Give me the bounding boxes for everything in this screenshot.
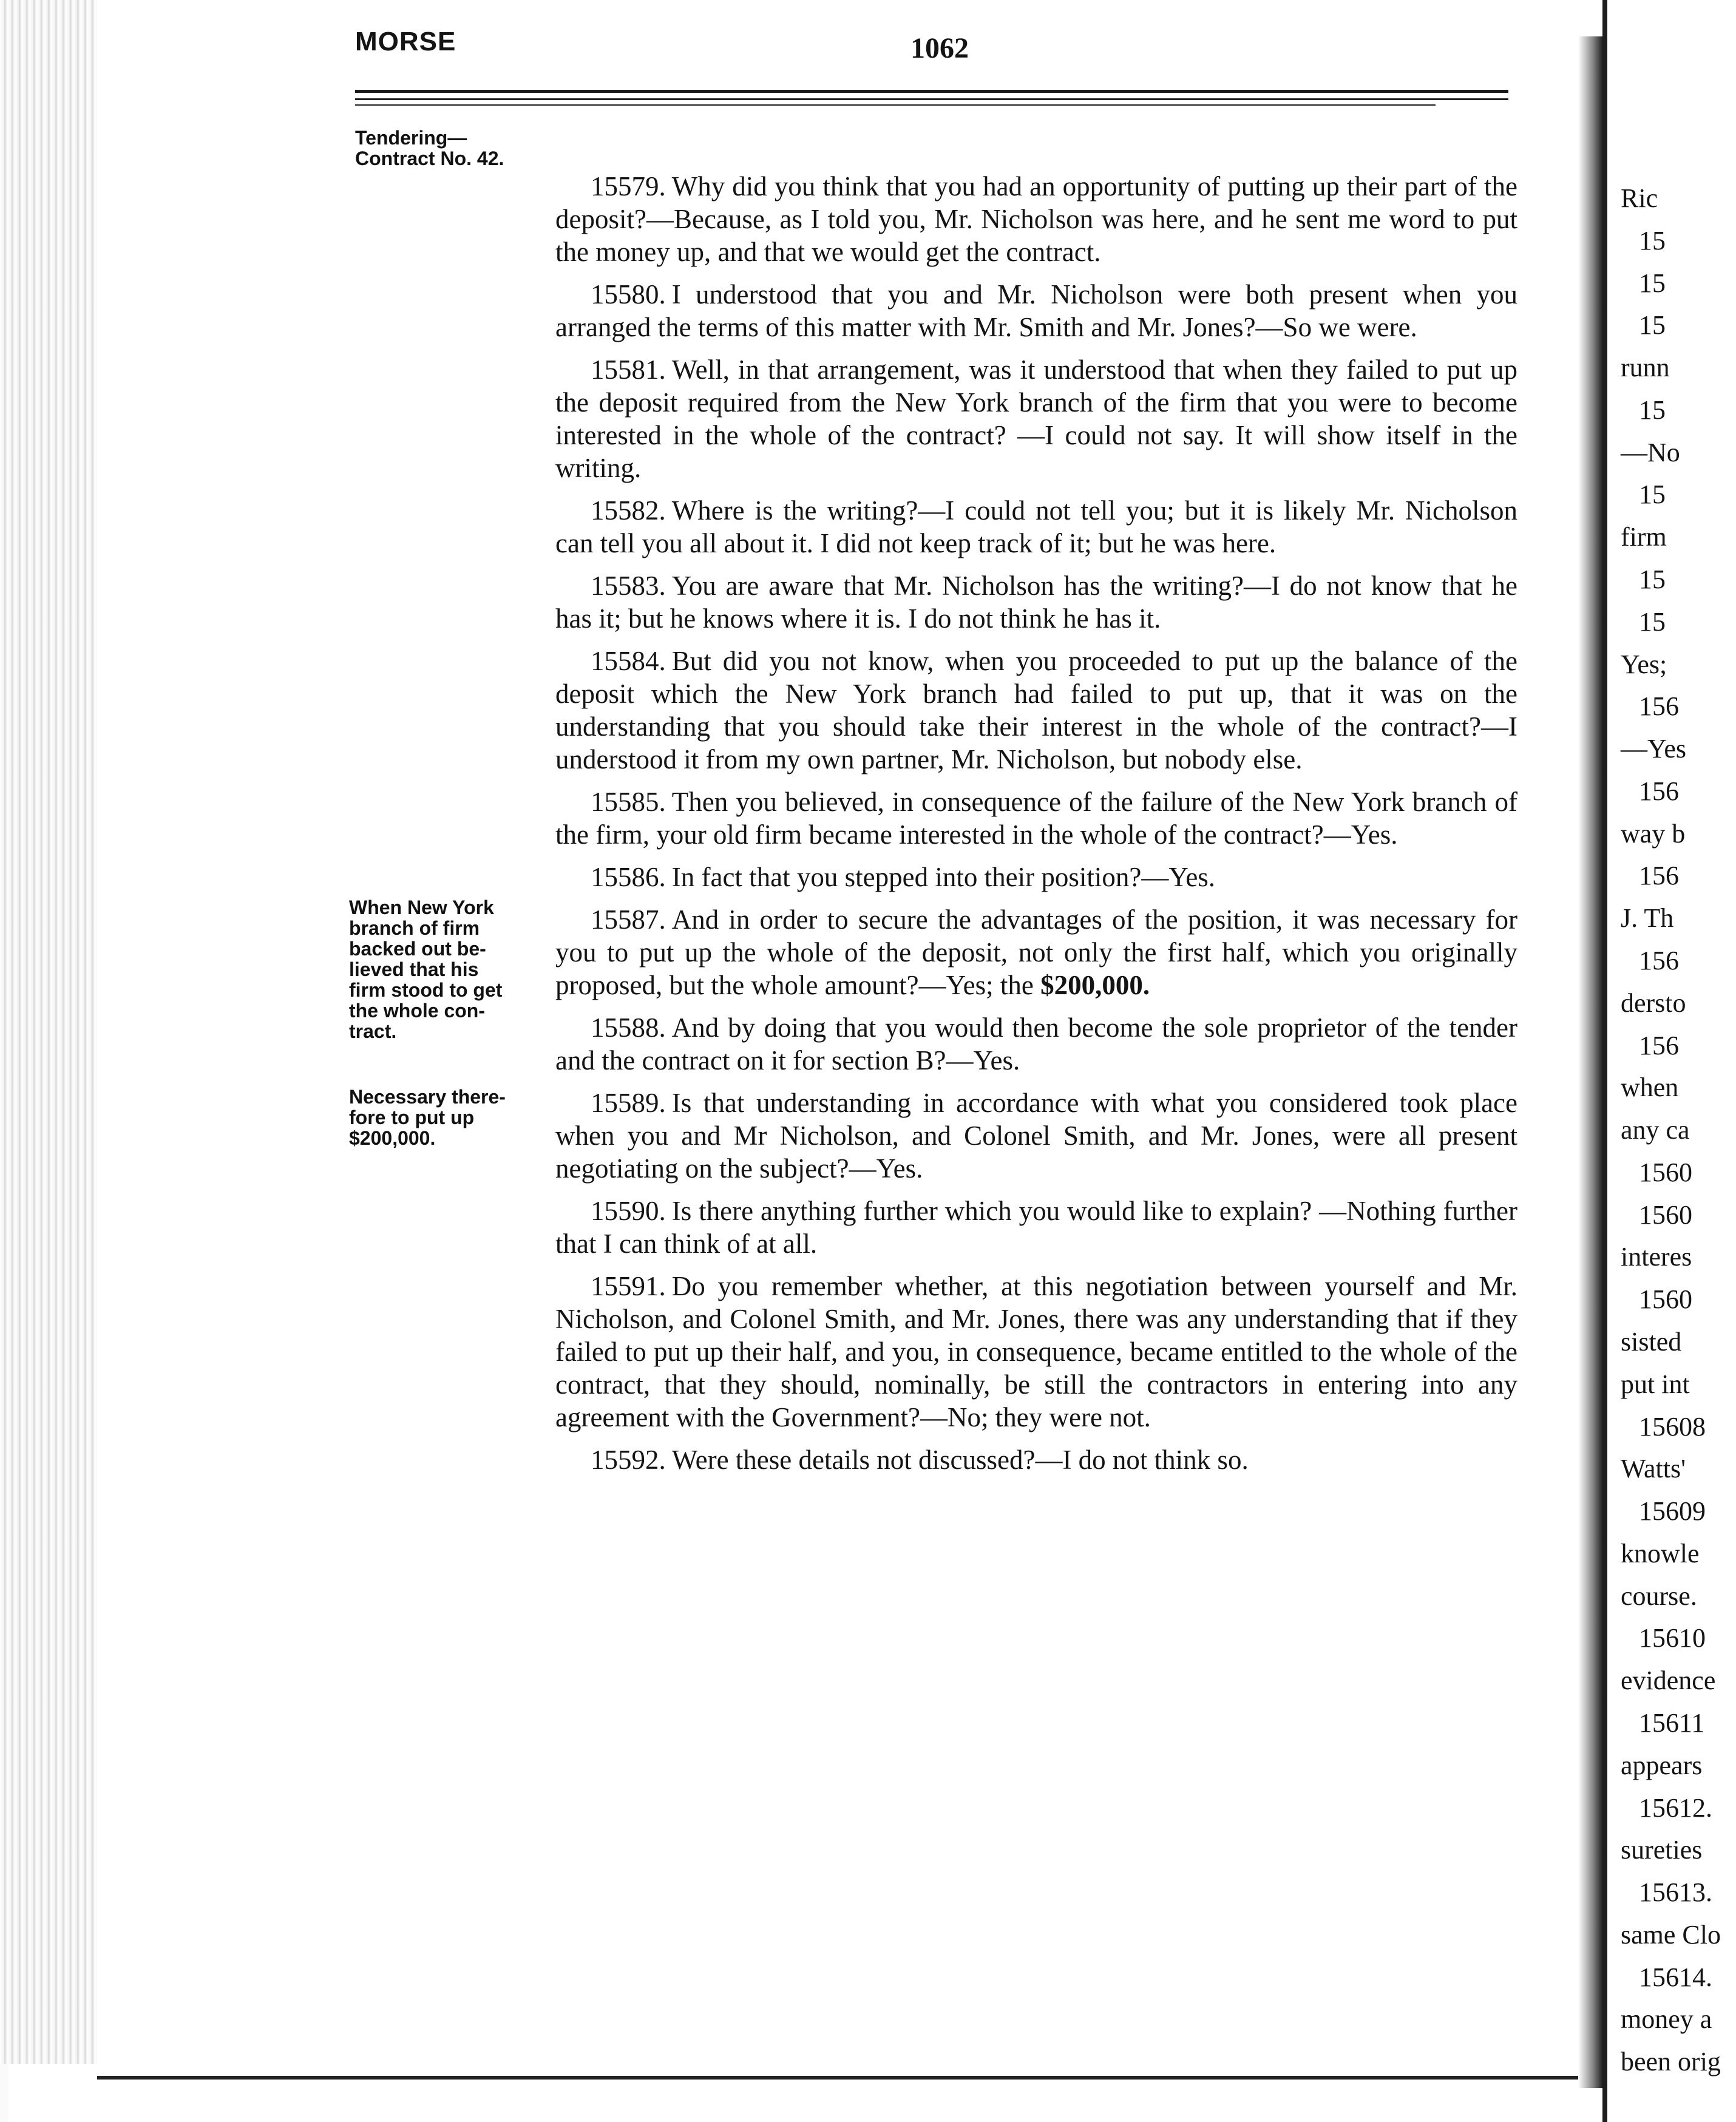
question-text: And by doing that you would then become the sole proprietor of the tender and the contract on it for section B?—Yes. [555, 1012, 1517, 1076]
facing-page-fragment: 15 [1639, 395, 1666, 425]
question-text: Were these details not discussed?—I do not think so. [671, 1445, 1249, 1475]
facing-page-fragment: 1560 [1639, 1158, 1692, 1187]
question-number: 15585. [591, 787, 666, 817]
facing-page-fragment: when [1621, 1073, 1679, 1102]
margin-note-line: When New York [349, 897, 494, 918]
facing-page-fragment: same Clo [1621, 1920, 1721, 1950]
question-text: Why did you think that you had an opportunity of putting up their part of the deposit?—Because, as I told you, Mr. Nicholson was here, and he sent me word to put the money up, and that we would get the contract. [555, 171, 1517, 267]
testimony-paragraph [555, 1443, 1517, 1476]
facing-page-fragment: been orig [1621, 2047, 1721, 2076]
facing-page-fragment: 15608 [1639, 1412, 1706, 1442]
facing-page-fragment: 1560 [1639, 1200, 1692, 1230]
deposit-amount: $200,000. [1040, 970, 1150, 1000]
book-gutter [1578, 36, 1602, 2088]
facing-page-fragment: sisted [1621, 1327, 1682, 1357]
testimony-paragraph [555, 569, 1517, 635]
question-number: 15584. [591, 646, 666, 676]
question-text: Do you remember whether, at this negotiation between yourself and Mr. Nicholson, and Colonel Smith, and Mr. Jones, there was any understanding that if they failed to put up their half, and you, in consequence, became entitled to the whole of the contract, that they should, nominally, be still the contractors in entering into any agreement with the Government?—No; they were not. [555, 1271, 1517, 1432]
facing-page-fragment: 15 [1639, 226, 1666, 256]
facing-page-fragment: knowle [1621, 1539, 1700, 1568]
question-number: 15583. [591, 571, 666, 601]
testimony-paragraph [555, 903, 1517, 1002]
facing-page-fragment: 156 [1639, 691, 1679, 721]
testimony-paragraph [555, 1195, 1517, 1260]
facing-page-fragment: 156 [1639, 776, 1679, 806]
facing-page-fragment: —Yes [1621, 734, 1687, 764]
question-number: 15581. [591, 354, 666, 385]
margin-heading [355, 127, 561, 169]
question-number: 15580. [591, 279, 666, 310]
question-number: 15590. [591, 1196, 666, 1226]
margin-note-line: lieved that his [349, 958, 479, 980]
facing-page-fragment: put int [1621, 1369, 1690, 1399]
question-text: Where is the writing?—I could not tell you; but it is likely Mr. Nicholson can tell you all about it. I did not keep track of it; but he was here. [555, 495, 1517, 558]
facing-page-fragment: way b [1621, 819, 1686, 849]
facing-page-fragment: runn [1621, 353, 1670, 382]
facing-page-fragment: sureties [1621, 1835, 1703, 1865]
question-text: Then you believed, in consequence of the failure of the New York branch of the firm, your old firm became interested in the whole of the contract?—Yes. [555, 787, 1517, 850]
facing-page-fragment: —No [1621, 438, 1680, 467]
facing-page-fragment: any ca [1621, 1115, 1690, 1145]
margin-heading-line: Tendering— [355, 127, 467, 149]
margin-note-line: tract. [349, 1020, 397, 1042]
question-number: 15586. [591, 862, 666, 892]
header-rule [355, 90, 1508, 93]
question-text: But did you not know, when you proceeded to put up the balance of the deposit which the New York branch had failed to put up, that it was on the understanding that you should take their interest in the whole of the contract?—I understood it from my own partner, Mr. Nicholson, but nobody else. [555, 646, 1517, 775]
facing-page-fragment: appears [1621, 1751, 1703, 1780]
facing-page-fragment: interes [1621, 1242, 1692, 1272]
margin-note-line: branch of firm [349, 917, 480, 939]
facing-page-fragment: money a [1621, 2004, 1712, 2034]
margin-note-deposit [349, 1086, 543, 1148]
facing-page-fragment: 15 [1639, 480, 1666, 509]
facing-page-fragment: 156 [1639, 946, 1679, 975]
testimony-paragraph [555, 278, 1517, 344]
facing-page-fragment: 15614. [1639, 1962, 1712, 1992]
facing-page-fragment: 15 [1639, 607, 1666, 637]
facing-page-fragment: 156 [1639, 861, 1679, 890]
question-number: 15582. [591, 495, 666, 526]
testimony-paragraph [555, 1270, 1517, 1434]
facing-page-fragment: Yes; [1621, 649, 1667, 679]
question-number: 15589. [591, 1088, 666, 1118]
testimony-paragraph [555, 645, 1517, 776]
facing-page-fragment: 15613. [1639, 1877, 1712, 1907]
testimony-paragraph [555, 1011, 1517, 1077]
margin-note-line: firm stood to get [349, 979, 503, 1001]
running-head: MORSE [355, 27, 456, 56]
page-number: 1062 [910, 32, 969, 64]
question-text: Is there anything further which you would like to explain? —Nothing further that I can think of at all. [555, 1196, 1517, 1259]
facing-page-fragment: 15611 [1639, 1708, 1705, 1738]
testimony-body [555, 170, 1517, 1486]
question-number: 15587. [591, 904, 666, 935]
facing-page-fragment: 15610 [1639, 1623, 1706, 1653]
testimony-paragraph [555, 494, 1517, 560]
question-text: In fact that you stepped into their position?—Yes. [671, 862, 1216, 892]
facing-page-fragment: 15 [1639, 268, 1666, 298]
testimony-paragraph [555, 861, 1517, 893]
question-number: 15579. [591, 171, 666, 202]
margin-note-line: the whole con- [349, 1000, 485, 1022]
header-rule [355, 104, 1436, 106]
testimony-paragraph [555, 353, 1517, 484]
facing-page-fragment: 1560 [1639, 1284, 1692, 1314]
margin-note-line: $200,000. [349, 1127, 436, 1149]
testimony-paragraph [555, 785, 1517, 851]
margin-note-line: Necessary there- [349, 1086, 506, 1108]
question-number: 15592. [591, 1445, 666, 1475]
question-text: I understood that you and Mr. Nicholson were both present when you arranged the terms of this matter with Mr. Smith and Mr. Jones?—So we were. [555, 279, 1517, 342]
facing-page-fragment: 15609 [1639, 1496, 1706, 1526]
facing-page-fragment: 15 [1639, 310, 1666, 340]
question-text: Is that understanding in accordance with what you considered took place when you and Mr Nicholson, and Colonel Smith, and Mr. Jones, were all present negotiating on the subject?—Yes. [555, 1088, 1517, 1184]
margin-note-line: backed out be- [349, 938, 486, 960]
margin-note-new-york-branch [349, 897, 543, 1042]
question-number: 15588. [591, 1012, 666, 1043]
question-number: 15591. [591, 1271, 666, 1301]
facing-page-fragment: Ric [1621, 183, 1658, 213]
header-rule [355, 98, 1508, 100]
testimony-paragraph [555, 170, 1517, 268]
facing-page-fragment: evidence [1621, 1666, 1716, 1695]
facing-page-fragment: course. [1621, 1581, 1697, 1611]
facing-page-fragment: dersto [1621, 988, 1686, 1018]
facing-page-fragment: 156 [1639, 1031, 1679, 1060]
facing-page-fragment: 15612. [1639, 1793, 1712, 1823]
question-text: You are aware that Mr. Nicholson has the writing?—I do not know that he has it; but he knows where it is. I do not think he has it. [555, 571, 1517, 634]
margin-heading-line: Contract No. 42. [355, 147, 504, 169]
facing-page-fragment: firm [1621, 522, 1667, 552]
margin-note-line: fore to put up [349, 1107, 475, 1128]
facing-page-fragment: J. Th [1621, 903, 1674, 933]
facing-page-fragment: Watts' [1621, 1454, 1686, 1483]
question-text: And in order to secure the advantages of the position, it was necessary for you to put up the whole of the deposit, not only the first half, which you originally proposed, but the whole amount?—Yes; the [555, 904, 1517, 1000]
facing-page-fragment: 15 [1639, 564, 1666, 594]
question-text: Well, in that arrangement, was it understood that when they failed to put up the deposit required from the New York branch of the firm that you were to become interested in the whole of the contract? —I could not say. It will show itself in the writing. [555, 354, 1517, 483]
testimony-paragraph [555, 1086, 1517, 1185]
